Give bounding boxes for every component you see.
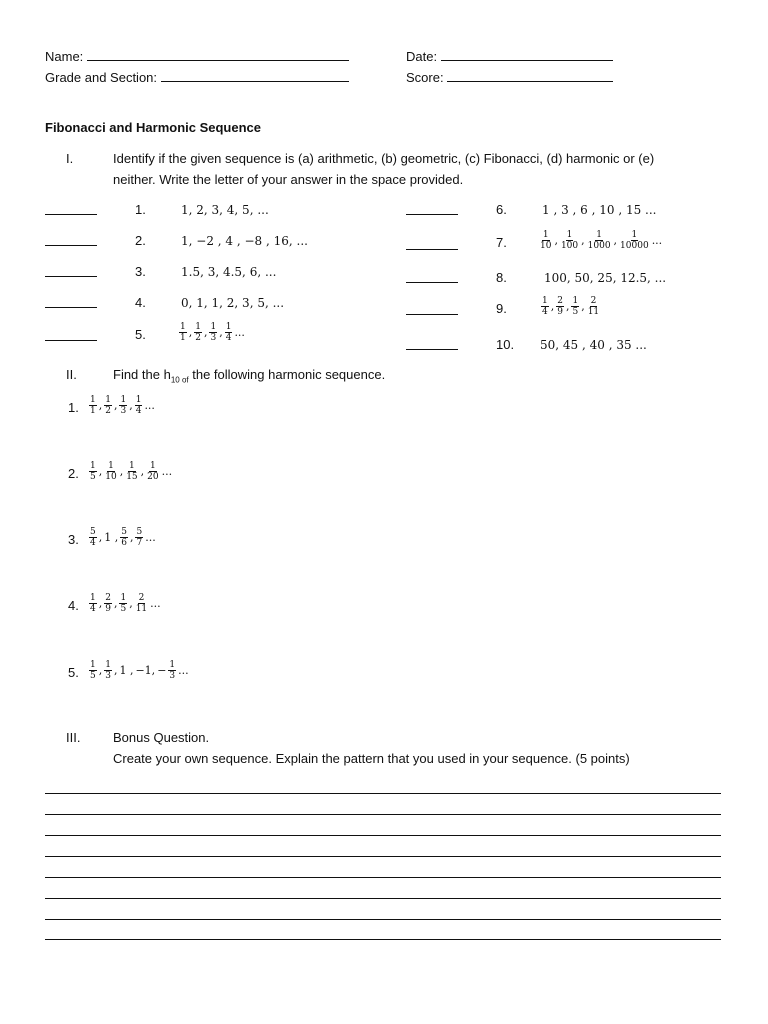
score-blank[interactable]	[447, 69, 613, 82]
sequence-3: 1.5, 3, 4.5, 6, ...	[181, 265, 277, 279]
item-number: 10.	[496, 337, 515, 352]
answer-line[interactable]	[45, 877, 721, 878]
part3-numeral: III.	[66, 730, 81, 745]
item-number: 4.	[135, 295, 146, 310]
answer-blank-10[interactable]	[406, 349, 458, 350]
part3-heading: Bonus Question.	[113, 730, 210, 745]
item-number: 1.	[135, 202, 146, 217]
answer-line[interactable]	[45, 793, 721, 794]
part1-instruction-1: Identify if the given sequence is (a) arithmetic, (b) geometric, (c) Fibonacci, (d) harmonic or (e)	[113, 151, 655, 166]
part2-numeral: II.	[66, 367, 77, 382]
sequence-4: 0, 1, 1, 2, 3, 5, ...	[181, 296, 285, 310]
answer-blank-5[interactable]	[45, 340, 97, 341]
answer-blank-2[interactable]	[45, 245, 97, 246]
worksheet-title: Fibonacci and Harmonic Sequence	[45, 120, 261, 135]
answer-blank-4[interactable]	[45, 307, 97, 308]
sequence-9: $\frac{1}{4}$ , $\frac{2}{9}$ , $\frac{1}{5}$ , $\frac{2}{11}$	[542, 296, 600, 317]
sequence-1: 1, 2, 3, 4, 5, ...	[181, 203, 269, 217]
answer-blank-8[interactable]	[406, 282, 458, 283]
item-number: 5.	[135, 327, 146, 342]
sequence-6: 1 , 3 , 6 , 10 , 15 ...	[542, 203, 657, 217]
grade-blank[interactable]	[161, 69, 349, 82]
part2-item-number: 5.	[68, 665, 79, 680]
sequence-7: $\frac{1}{10}$ , $\frac{1}{100}$ , $\frac{1}{1000}$ , $\frac{1}{10000}$ ...	[540, 230, 663, 251]
sequence-5: $\frac{1}{1}$ , $\frac{1}{2}$ , $\frac{1}{3}$ , $\frac{1}{4}$ ...	[180, 322, 245, 343]
grade-label: Grade and Section:	[45, 70, 158, 85]
part2-item-number: 1.	[68, 400, 79, 415]
answer-line[interactable]	[45, 856, 721, 857]
item-number: 3.	[135, 264, 146, 279]
date-label: Date:	[406, 49, 438, 64]
answer-line[interactable]	[45, 939, 721, 940]
part1-instruction-2: neither. Write the letter of your answer in the space provided.	[113, 172, 464, 187]
answer-line[interactable]	[45, 898, 721, 899]
score-field[interactable]	[406, 69, 613, 85]
answer-blank-3[interactable]	[45, 276, 97, 277]
part2-item-number: 2.	[68, 466, 79, 481]
score-label: Score:	[406, 70, 444, 85]
item-number: 8.	[496, 270, 507, 285]
part3-instruction: Create your own sequence. Explain the pattern that you used in your sequence. (5 points)	[113, 751, 630, 766]
harmonic-sequence-2: $\frac{1}{5}$ , $\frac{1}{10}$ , $\frac{1}{15}$ , $\frac{1}{20}$ ...	[90, 461, 173, 482]
harmonic-sequence-1: $\frac{1}{1}$ , $\frac{1}{2}$ , $\frac{1}{3}$ , $\frac{1}{4}$ ...	[90, 395, 155, 416]
harmonic-sequence-4: $\frac{1}{4}$ , $\frac{2}{9}$ , $\frac{1}{5}$ , $\frac{2}{11}$ ...	[90, 593, 161, 614]
answer-line[interactable]	[45, 814, 721, 815]
item-number: 7.	[496, 235, 507, 250]
part2-item-number: 4.	[68, 598, 79, 613]
answer-blank-1[interactable]	[45, 214, 97, 215]
answer-line[interactable]	[45, 835, 721, 836]
sequence-2: 1, −2 , 4 , −8 , 16, ...	[181, 234, 308, 248]
answer-blank-9[interactable]	[406, 314, 458, 315]
grade-field[interactable]	[45, 69, 349, 85]
item-number: 6.	[496, 202, 507, 217]
harmonic-sequence-5: $\frac{1}{5}$ , $\frac{1}{3}$ , 1 , −1, − $\frac{1}{3}$ ...	[90, 660, 189, 681]
answer-blank-7[interactable]	[406, 249, 458, 250]
answer-blank-6[interactable]	[406, 214, 458, 215]
part2-instruction: Find the $h_{10 of}$ the following harmonic sequence.	[113, 367, 386, 385]
item-number: 2.	[135, 233, 146, 248]
sequence-8: 100, 50, 25, 12.5, ...	[544, 271, 667, 285]
name-field[interactable]	[45, 48, 349, 64]
part2-item-number: 3.	[68, 532, 79, 547]
sequence-10: 50, 45 , 40 , 35 ...	[540, 338, 647, 352]
date-field[interactable]	[406, 48, 613, 64]
date-blank[interactable]	[441, 48, 613, 61]
name-label: Name:	[45, 49, 84, 64]
name-blank[interactable]	[87, 48, 349, 61]
part1-numeral: I.	[66, 151, 74, 166]
answer-line[interactable]	[45, 919, 721, 920]
harmonic-sequence-3: $\frac{5}{4}$ , 1 , $\frac{5}{6}$ , $\frac{5}{7}$ ...	[90, 527, 156, 548]
item-number: 9.	[496, 301, 507, 316]
